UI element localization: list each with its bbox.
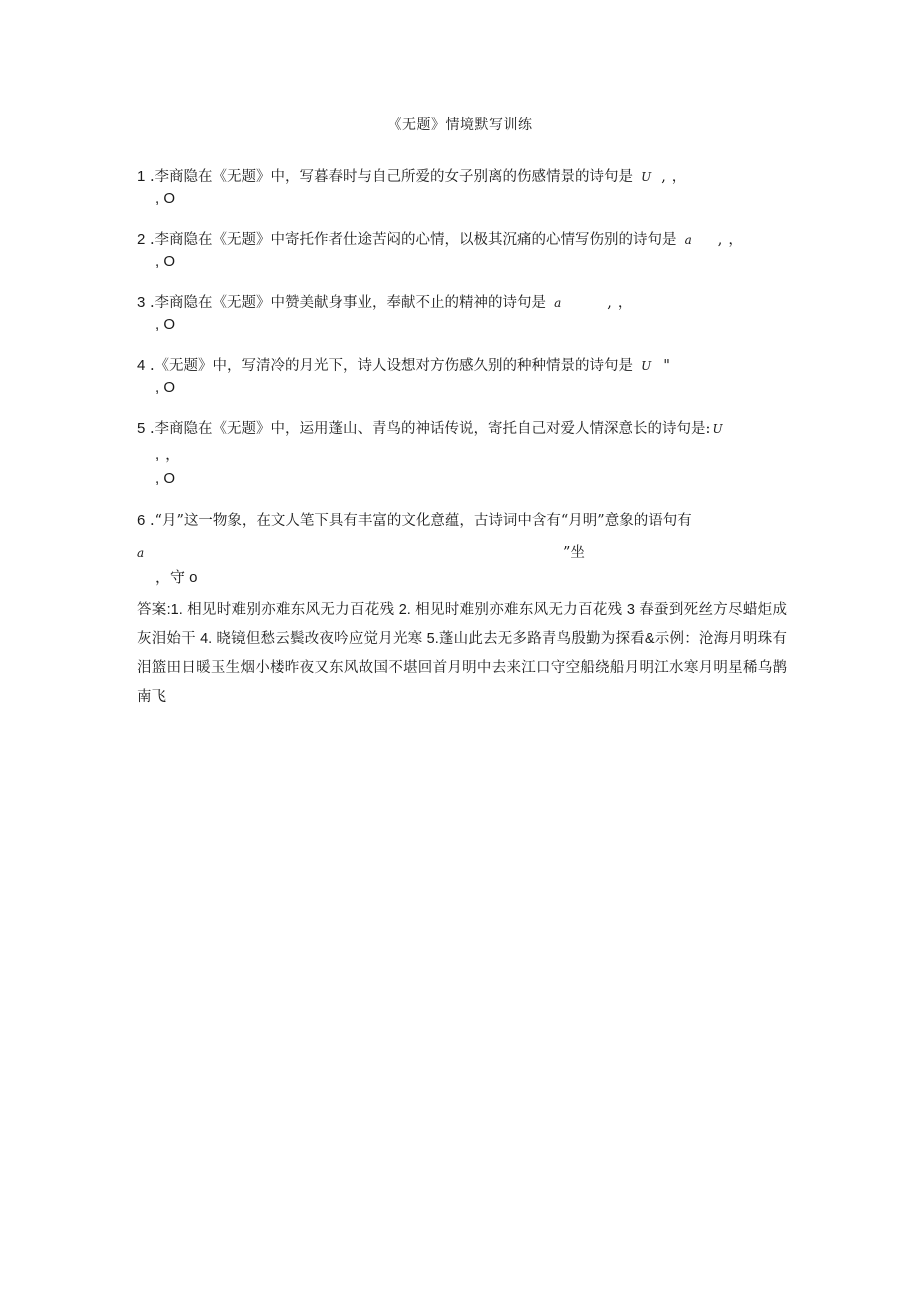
answer-section: [137, 596, 787, 712]
answer-blank: a: [137, 546, 145, 560]
punctuation: ": [663, 358, 676, 374]
question-6-continuation: ，守 o: [155, 569, 198, 586]
question-text: .李商隐在《无题》中，写暮春时与自己所爱的女子别离的伤感情景的诗句是: [149, 169, 634, 185]
question-6-blank-line: [137, 543, 144, 563]
question-number: 1: [137, 168, 146, 185]
punctuation: ,，: [661, 169, 693, 185]
punctuation: ,，: [717, 232, 749, 248]
question-text: .李商隐在《无题》中赞美献身事业，奉献不止的精神的诗句是: [149, 295, 547, 311]
answer-blank: U: [712, 422, 723, 436]
question-text: .“月”这一物象，在文人笔下具有丰富的文化意蕴，古诗词中含有“月明”意象的语句有: [149, 513, 692, 529]
document-title: 《无题》情境默写训练: [387, 117, 533, 133]
question-6-quote-mark: ”坐: [563, 545, 585, 561]
question-5-continuation-2: , O: [155, 470, 176, 487]
question-number: 4: [137, 357, 146, 374]
question-text: .李商隐在《无题》中，运用蓬山、青鸟的神话传说，寄托自己对爱人情深意长的诗句是:: [149, 421, 711, 437]
question-1-continuation: , O: [155, 190, 176, 207]
question-3-continuation: , O: [155, 316, 176, 333]
answers-text: 1. 相见时难别亦难东风无力百花残 2. 相见时难别亦难东风无力百花残 3 春蚕到死丝方尽蜡炬成灰泪始干 4. 晓镜但愁云鬓改夜吟应觉月光寒 5.蓬山此去无多路青鸟殷勤为探看&示例：沧海月明珠有泪篮田日暖玉生烟小楼昨夜又东风故国不堪回首月明中去来江口守空船绕船月明江水寒月明星稀乌鹊南飞: [137, 602, 788, 705]
answers-label: 答案:: [137, 602, 171, 618]
question-2: [137, 230, 749, 250]
answer-blank: U: [641, 170, 652, 184]
question-number: 6: [137, 512, 146, 529]
question-3: [137, 293, 638, 313]
question-1: [137, 167, 692, 187]
answer-blank: a: [554, 296, 562, 310]
question-text: .李商隐在《无题》中寄托作者仕途苦闷的心情，以极其沉痛的心情写伤别的诗句是: [149, 232, 677, 248]
punctuation: ,，: [607, 295, 639, 311]
answer-blank: a: [684, 233, 692, 247]
question-number: 3: [137, 294, 146, 311]
question-number: 2: [137, 231, 146, 248]
question-5-continuation-1: ,，: [155, 446, 187, 463]
question-5: [137, 419, 723, 439]
question-number: 5: [137, 420, 146, 437]
question-6: [137, 511, 692, 531]
question-2-continuation: , O: [155, 253, 176, 270]
question-4-continuation: , O: [155, 379, 176, 396]
question-4: [137, 356, 676, 376]
question-text: .《无题》中，写清冷的月光下，诗人设想对方伤感久别的种种情景的诗句是: [149, 358, 634, 374]
answer-blank: U: [641, 359, 652, 373]
